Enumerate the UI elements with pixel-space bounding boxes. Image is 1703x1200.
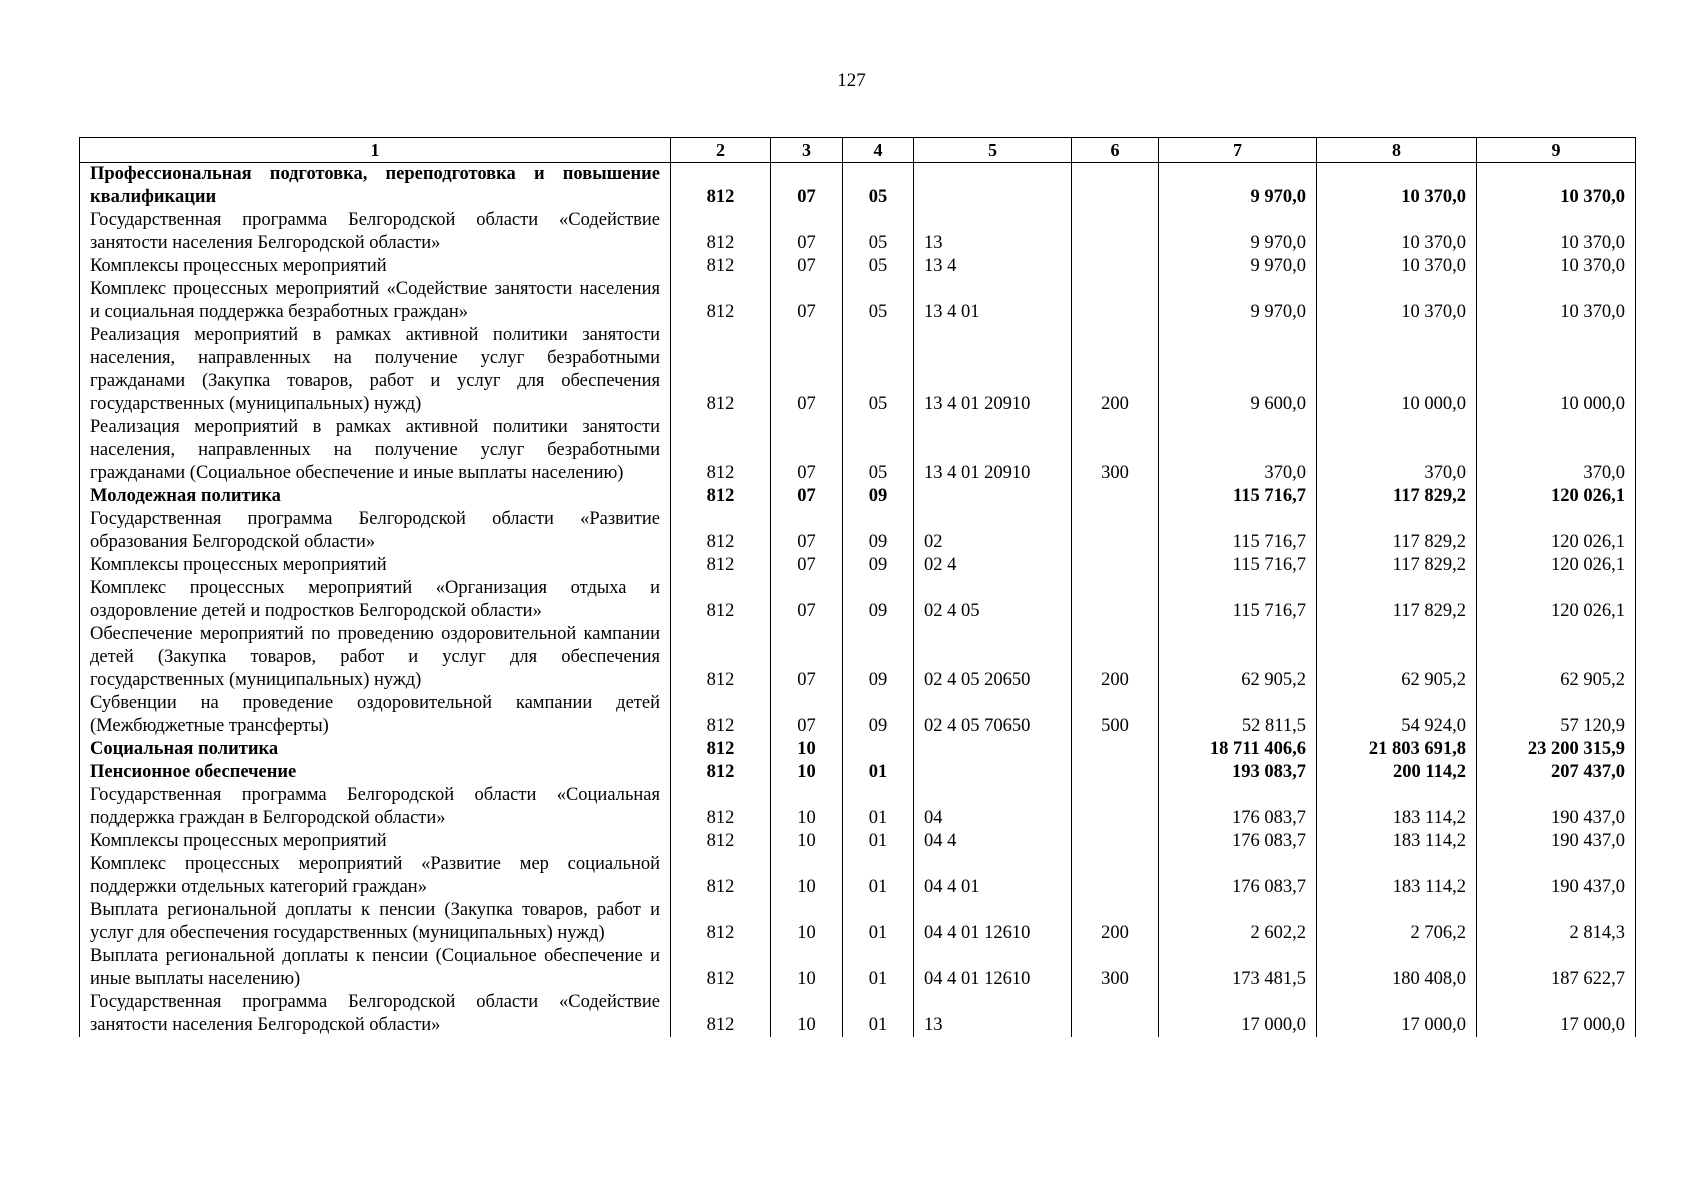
cell-name: Государственная программа Белгородской области «Социальная поддержка граждан в Белгородской области»	[80, 784, 671, 830]
cell-rz: 10	[771, 853, 843, 899]
header-row	[80, 138, 1636, 163]
cell-csr: 04 4	[914, 830, 1072, 853]
table-row	[80, 761, 1636, 784]
cell-vr	[1072, 991, 1159, 1037]
cell-pr: 01	[843, 991, 914, 1037]
cell-year2: 21 803 691,8	[1317, 738, 1477, 761]
cell-rz: 10	[771, 761, 843, 784]
cell-ved: 812	[671, 163, 771, 210]
cell-ved: 812	[671, 416, 771, 485]
cell-pr: 05	[843, 324, 914, 416]
cell-vr: 200	[1072, 623, 1159, 692]
table-row	[80, 278, 1636, 324]
cell-year3: 17 000,0	[1477, 991, 1636, 1037]
cell-year1: 115 716,7	[1159, 508, 1317, 554]
cell-name: Реализация мероприятий в рамках активной политики занятости населения, направленных на получение услуг безработными гражданами (Социальное обеспечение и иные выплаты населению)	[80, 416, 671, 485]
cell-name: Субвенции на проведение оздоровительной кампании детей (Межбюджетные трансферты)	[80, 692, 671, 738]
cell-year2: 117 829,2	[1317, 554, 1477, 577]
table-row	[80, 830, 1636, 853]
cell-name: Выплата региональной доплаты к пенсии (Социальное обеспечение и иные выплаты населению)	[80, 945, 671, 991]
cell-year2: 117 829,2	[1317, 508, 1477, 554]
cell-csr: 04 4 01 12610	[914, 899, 1072, 945]
cell-year3: 10 370,0	[1477, 163, 1636, 210]
table-row	[80, 255, 1636, 278]
cell-vr: 300	[1072, 416, 1159, 485]
cell-csr: 02 4 05 70650	[914, 692, 1072, 738]
cell-year3: 120 026,1	[1477, 485, 1636, 508]
cell-rz: 10	[771, 784, 843, 830]
cell-name: Комплекс процессных мероприятий «Организация отдыха и оздоровление детей и подростков Белгородской области»	[80, 577, 671, 623]
cell-csr	[914, 485, 1072, 508]
table-body	[80, 163, 1636, 1038]
cell-vr	[1072, 278, 1159, 324]
col-header: 5	[914, 138, 1072, 163]
cell-pr: 05	[843, 278, 914, 324]
cell-year1: 193 083,7	[1159, 761, 1317, 784]
col-header: 7	[1159, 138, 1317, 163]
cell-year3: 370,0	[1477, 416, 1636, 485]
table-row	[80, 416, 1636, 485]
cell-year3: 190 437,0	[1477, 853, 1636, 899]
cell-csr: 04	[914, 784, 1072, 830]
cell-ved: 812	[671, 623, 771, 692]
cell-rz: 07	[771, 554, 843, 577]
cell-vr	[1072, 830, 1159, 853]
cell-year3: 207 437,0	[1477, 761, 1636, 784]
cell-vr	[1072, 577, 1159, 623]
cell-ved: 812	[671, 554, 771, 577]
col-header: 3	[771, 138, 843, 163]
cell-year1: 115 716,7	[1159, 485, 1317, 508]
cell-year3: 190 437,0	[1477, 784, 1636, 830]
col-header: 4	[843, 138, 914, 163]
cell-csr: 13	[914, 209, 1072, 255]
cell-year1: 370,0	[1159, 416, 1317, 485]
cell-name: Выплата региональной доплаты к пенсии (Закупка товаров, работ и услуг для обеспечения государственных (муниципальных) нужд)	[80, 899, 671, 945]
cell-year2: 117 829,2	[1317, 577, 1477, 623]
cell-csr: 13 4 01	[914, 278, 1072, 324]
col-header: 2	[671, 138, 771, 163]
cell-vr	[1072, 508, 1159, 554]
cell-ved: 812	[671, 945, 771, 991]
cell-pr: 09	[843, 623, 914, 692]
cell-year2: 117 829,2	[1317, 485, 1477, 508]
cell-year3: 23 200 315,9	[1477, 738, 1636, 761]
cell-year2: 62 905,2	[1317, 623, 1477, 692]
cell-csr: 04 4 01	[914, 853, 1072, 899]
cell-ved: 812	[671, 485, 771, 508]
cell-pr	[843, 738, 914, 761]
cell-year2: 183 114,2	[1317, 853, 1477, 899]
cell-pr: 09	[843, 554, 914, 577]
cell-csr: 13	[914, 991, 1072, 1037]
table-row	[80, 692, 1636, 738]
cell-rz: 10	[771, 945, 843, 991]
cell-pr: 09	[843, 485, 914, 508]
cell-ved: 812	[671, 577, 771, 623]
cell-ved: 812	[671, 899, 771, 945]
table-row	[80, 738, 1636, 761]
cell-year2: 10 370,0	[1317, 209, 1477, 255]
cell-year3: 2 814,3	[1477, 899, 1636, 945]
cell-year3: 187 622,7	[1477, 945, 1636, 991]
cell-year2: 54 924,0	[1317, 692, 1477, 738]
cell-rz: 07	[771, 623, 843, 692]
cell-name: Комплексы процессных мероприятий	[80, 255, 671, 278]
cell-name: Комплекс процессных мероприятий «Развитие мер социальной поддержки отдельных категорий граждан»	[80, 853, 671, 899]
col-header: 1	[80, 138, 671, 163]
cell-name: Реализация мероприятий в рамках активной политики занятости населения, направленных на получение услуг безработными гражданами (Закупка товаров, работ и услуг для обеспечения государственных (муниципальных) нужд)	[80, 324, 671, 416]
cell-rz: 07	[771, 324, 843, 416]
cell-name: Комплекс процессных мероприятий «Содействие занятости населения и социальная поддержка безработных граждан»	[80, 278, 671, 324]
table-row	[80, 991, 1636, 1037]
cell-vr: 200	[1072, 324, 1159, 416]
cell-csr	[914, 163, 1072, 210]
cell-year2: 2 706,2	[1317, 899, 1477, 945]
cell-year2: 200 114,2	[1317, 761, 1477, 784]
cell-ved: 812	[671, 761, 771, 784]
cell-year1: 173 481,5	[1159, 945, 1317, 991]
cell-ved: 812	[671, 784, 771, 830]
cell-rz: 07	[771, 692, 843, 738]
cell-csr: 02 4 05	[914, 577, 1072, 623]
cell-year2: 10 000,0	[1317, 324, 1477, 416]
cell-year2: 183 114,2	[1317, 830, 1477, 853]
table-row	[80, 163, 1636, 210]
cell-name: Государственная программа Белгородской области «Развитие образования Белгородской области»	[80, 508, 671, 554]
cell-year2: 370,0	[1317, 416, 1477, 485]
table-row	[80, 324, 1636, 416]
cell-year1: 2 602,2	[1159, 899, 1317, 945]
cell-year3: 120 026,1	[1477, 577, 1636, 623]
cell-year3: 10 000,0	[1477, 324, 1636, 416]
table-row	[80, 485, 1636, 508]
cell-year3: 57 120,9	[1477, 692, 1636, 738]
cell-ved: 812	[671, 692, 771, 738]
col-header: 8	[1317, 138, 1477, 163]
cell-ved: 812	[671, 991, 771, 1037]
cell-rz: 07	[771, 255, 843, 278]
cell-pr: 01	[843, 899, 914, 945]
cell-rz: 07	[771, 577, 843, 623]
cell-ved: 812	[671, 738, 771, 761]
cell-rz: 07	[771, 508, 843, 554]
cell-name: Комплексы процессных мероприятий	[80, 830, 671, 853]
cell-pr: 01	[843, 830, 914, 853]
cell-name: Обеспечение мероприятий по проведению оздоровительной кампании детей (Закупка товаров, работ и услуг для обеспечения государственных (муниципальных) нужд)	[80, 623, 671, 692]
cell-ved: 812	[671, 209, 771, 255]
cell-year2: 180 408,0	[1317, 945, 1477, 991]
cell-vr	[1072, 738, 1159, 761]
cell-pr: 09	[843, 508, 914, 554]
cell-rz: 07	[771, 416, 843, 485]
table-row	[80, 209, 1636, 255]
cell-vr: 300	[1072, 945, 1159, 991]
cell-pr: 01	[843, 784, 914, 830]
cell-csr: 13 4 01 20910	[914, 416, 1072, 485]
cell-vr	[1072, 761, 1159, 784]
cell-csr: 04 4 01 12610	[914, 945, 1072, 991]
cell-name: Государственная программа Белгородской области «Содействие занятости населения Белгородской области»	[80, 209, 671, 255]
cell-year3: 190 437,0	[1477, 830, 1636, 853]
cell-vr: 500	[1072, 692, 1159, 738]
cell-ved: 812	[671, 324, 771, 416]
cell-pr: 01	[843, 853, 914, 899]
table-row	[80, 508, 1636, 554]
cell-year1: 115 716,7	[1159, 554, 1317, 577]
cell-year2: 10 370,0	[1317, 163, 1477, 210]
cell-year2: 10 370,0	[1317, 255, 1477, 278]
cell-year2: 10 370,0	[1317, 278, 1477, 324]
table-row	[80, 945, 1636, 991]
cell-csr: 13 4 01 20910	[914, 324, 1072, 416]
cell-year2: 17 000,0	[1317, 991, 1477, 1037]
table-row	[80, 623, 1636, 692]
cell-rz: 10	[771, 899, 843, 945]
cell-year1: 9 600,0	[1159, 324, 1317, 416]
cell-vr	[1072, 784, 1159, 830]
cell-pr: 09	[843, 577, 914, 623]
cell-year3: 10 370,0	[1477, 255, 1636, 278]
cell-csr	[914, 761, 1072, 784]
table-row	[80, 554, 1636, 577]
cell-ved: 812	[671, 853, 771, 899]
cell-year1: 9 970,0	[1159, 163, 1317, 210]
cell-year1: 176 083,7	[1159, 853, 1317, 899]
cell-year1: 9 970,0	[1159, 255, 1317, 278]
table-row	[80, 853, 1636, 899]
cell-year3: 120 026,1	[1477, 554, 1636, 577]
cell-year3: 120 026,1	[1477, 508, 1636, 554]
cell-year1: 9 970,0	[1159, 278, 1317, 324]
cell-ved: 812	[671, 255, 771, 278]
col-header: 9	[1477, 138, 1636, 163]
cell-year1: 176 083,7	[1159, 784, 1317, 830]
cell-vr: 200	[1072, 899, 1159, 945]
cell-year1: 115 716,7	[1159, 577, 1317, 623]
cell-csr: 13 4	[914, 255, 1072, 278]
cell-name: Молодежная политика	[80, 485, 671, 508]
table-row	[80, 899, 1636, 945]
cell-name: Комплексы процессных мероприятий	[80, 554, 671, 577]
cell-vr	[1072, 554, 1159, 577]
page-number: 127	[837, 70, 866, 91]
cell-year1: 18 711 406,6	[1159, 738, 1317, 761]
cell-pr: 05	[843, 163, 914, 210]
table-row	[80, 577, 1636, 623]
cell-vr	[1072, 853, 1159, 899]
cell-vr	[1072, 163, 1159, 210]
cell-name: Профессиональная подготовка, переподготовка и повышение квалификации	[80, 163, 671, 210]
cell-pr: 01	[843, 761, 914, 784]
cell-year1: 17 000,0	[1159, 991, 1317, 1037]
cell-rz: 10	[771, 991, 843, 1037]
cell-vr	[1072, 209, 1159, 255]
budget-table	[79, 137, 1636, 1037]
cell-year3: 10 370,0	[1477, 278, 1636, 324]
cell-ved: 812	[671, 278, 771, 324]
cell-pr: 01	[843, 945, 914, 991]
cell-year1: 62 905,2	[1159, 623, 1317, 692]
cell-rz: 07	[771, 278, 843, 324]
cell-ved: 812	[671, 830, 771, 853]
cell-vr	[1072, 485, 1159, 508]
cell-csr: 02 4 05 20650	[914, 623, 1072, 692]
cell-year3: 10 370,0	[1477, 209, 1636, 255]
col-header: 6	[1072, 138, 1159, 163]
cell-year2: 183 114,2	[1317, 784, 1477, 830]
cell-rz: 07	[771, 163, 843, 210]
cell-csr: 02	[914, 508, 1072, 554]
table-row	[80, 784, 1636, 830]
cell-rz: 07	[771, 485, 843, 508]
cell-pr: 05	[843, 416, 914, 485]
cell-rz: 07	[771, 209, 843, 255]
cell-year1: 9 970,0	[1159, 209, 1317, 255]
cell-vr	[1072, 255, 1159, 278]
cell-csr	[914, 738, 1072, 761]
cell-pr: 05	[843, 255, 914, 278]
cell-rz: 10	[771, 738, 843, 761]
cell-ved: 812	[671, 508, 771, 554]
cell-rz: 10	[771, 830, 843, 853]
cell-csr: 02 4	[914, 554, 1072, 577]
cell-name: Социальная политика	[80, 738, 671, 761]
cell-name: Государственная программа Белгородской области «Содействие занятости населения Белгородской области»	[80, 991, 671, 1037]
cell-pr: 05	[843, 209, 914, 255]
cell-name: Пенсионное обеспечение	[80, 761, 671, 784]
cell-pr: 09	[843, 692, 914, 738]
cell-year1: 52 811,5	[1159, 692, 1317, 738]
cell-year1: 176 083,7	[1159, 830, 1317, 853]
cell-year3: 62 905,2	[1477, 623, 1636, 692]
